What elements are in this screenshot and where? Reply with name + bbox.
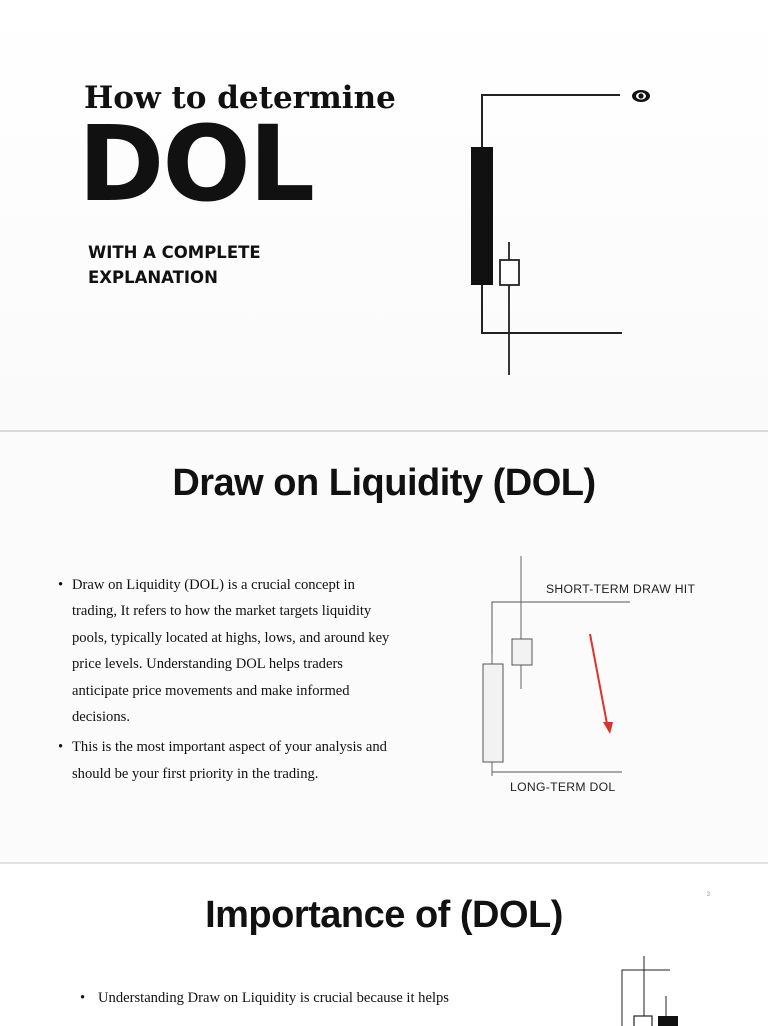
down-arrow-icon [590, 634, 613, 734]
small-candle [512, 639, 532, 665]
slide-title: Importance of (DOL) [205, 894, 563, 936]
importance-slide [0, 862, 768, 1026]
dol-definition-slide [0, 430, 768, 862]
subtitle-line-2: EXPLANATION [88, 268, 218, 287]
bullet-item: • This is the most important aspect of your analysis and should be your first priority in the trading. [58, 734, 398, 787]
bullet-list [58, 572, 398, 791]
title-dol: DOL [78, 103, 314, 225]
long-term-level-line [492, 762, 622, 772]
candlestick-thumbnail [614, 956, 694, 1026]
title-line-1: How to determine [84, 80, 396, 116]
bullish-candle [500, 260, 519, 285]
bullet-item: • Draw on Liquidity (DOL) is a crucial concept in trading, It refers to how the market targets liquidity pools, typically located at highs, lows, and around key price levels. Understanding DOL helps traders anticipate price movements and make informed decisions. [58, 572, 398, 730]
page-number: 3 [706, 892, 710, 898]
eye-icon [632, 90, 650, 102]
long-term-label: LONG-TERM DOL [510, 780, 616, 794]
bearish-candle [471, 147, 493, 285]
upper-level-line [482, 95, 620, 147]
subtitle [88, 240, 328, 290]
lower-level-line [482, 285, 622, 333]
slide-title: Draw on Liquidity (DOL) [172, 462, 596, 504]
short-term-label: SHORT-TERM DRAW HIT [546, 582, 696, 596]
bullet-item: • Understanding Draw on Liquidity is crucial because it helps [80, 990, 528, 1007]
large-candle [483, 664, 503, 762]
title-slide [0, 0, 768, 430]
candlestick-illustration [460, 80, 660, 380]
subtitle-line-1: WITH A COMPLETE [88, 243, 261, 262]
